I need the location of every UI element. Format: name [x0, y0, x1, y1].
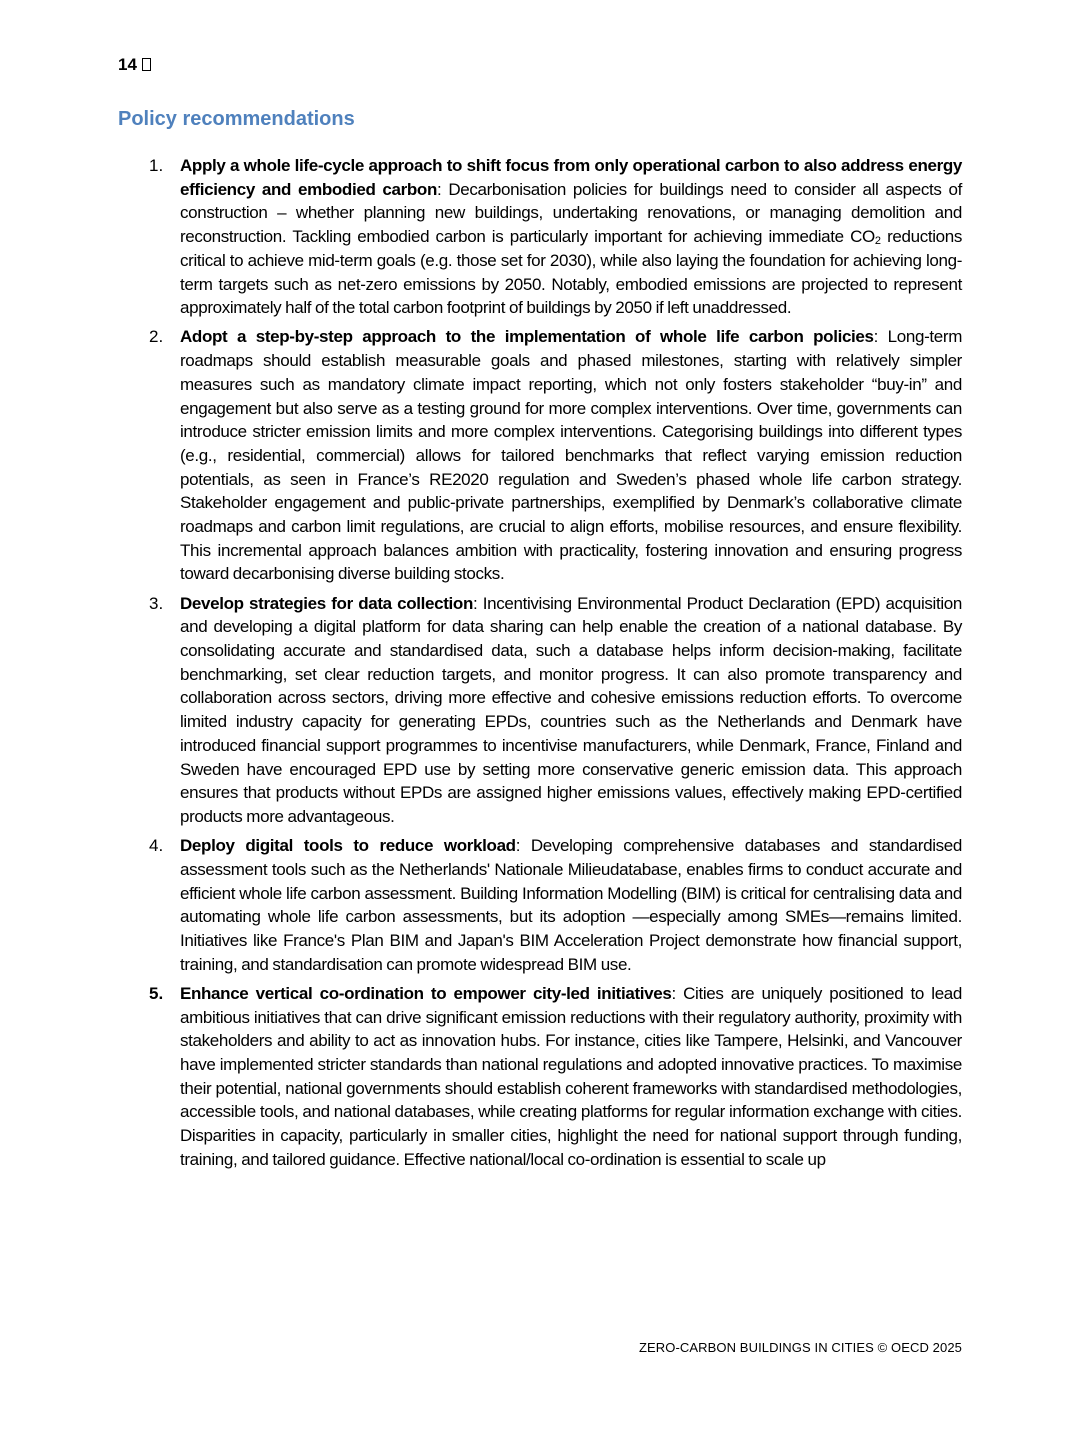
recommendation-body: Developing comprehensive databases and standardised assessment tools such as the Netherlands' Nationale Milieudatabase, enables firms to conduct accurate and efficient whole life carbon assessment. Building Information Modelling (BIM) is critical for centralising data and automating whole life carbon assessments, but its adoption —especially among SMEs—remains limited. Initiatives like France's Plan BIM and Japan's BIM Acceleration Project demonstrate how financial support, training, and standardisation can promote widespread BIM use.	[180, 836, 962, 974]
recommendations-list	[0, 154, 1080, 1177]
recommendation-text	[180, 154, 962, 320]
section-title: Policy recommendations	[118, 108, 355, 130]
recommendation-title: Enhance vertical co-ordination to empower city-led initiatives	[180, 983, 672, 1003]
page-number-value: 14	[118, 55, 137, 74]
recommendation-separator: :	[873, 327, 879, 347]
recommendation-number: 1.	[149, 156, 164, 175]
recommendation-item-5	[0, 982, 1080, 1172]
recommendation-title: Apply a whole life-cycle approach to shift focus from only operational carbon to also address energy efficiency and embodied carbon	[180, 156, 962, 199]
recommendation-number: 3.	[149, 593, 164, 613]
recommendation-title: Adopt a step-by-step approach to the implementation of whole life carbon policies	[180, 327, 874, 347]
recommendation-item-4	[0, 834, 1080, 976]
recommendation-item-3	[0, 592, 1080, 829]
recommendation-title: Deploy digital tools to reduce workload	[180, 836, 516, 856]
recommendation-separator: :	[515, 836, 521, 856]
recommendation-separator: :	[437, 179, 442, 199]
recommendation-text	[180, 325, 962, 586]
subscript-2: 2	[874, 235, 881, 248]
recommendation-body: Decarbonisation policies for buildings need to consider all aspects of construction – whether planning new buildings, undertaking renovations, or managing demolition and reconstruction. Tackling embodied carbon is particularly important for achieving immediate CO	[180, 179, 962, 247]
recommendation-text	[180, 982, 962, 1172]
recommendation-body: Cities are uniquely positioned to lead ambitious initiatives that can drive significant emission reductions with their regulatory authority, proximity with stakeholders and ability to act as innovation hubs. For instance, cities like Tampere, Helsinki, and Vancouver have implemented stricter standards than national regulations and adopted innovative practices. To maximise their potential, national governments should establish coherent frameworks with standardised methodologies, accessible tools, and national databases, while creating platforms for regular information exchange with cities. Disparities in capacity, particularly in smaller cities, highlight the need for national support through funding, training, and tailored guidance. Effective national/local co-ordination is essential to scale up	[180, 983, 963, 1169]
recommendation-number: 4.	[149, 836, 164, 856]
recommendation-number: 2.	[149, 327, 164, 347]
recommendation-item-1	[0, 154, 1080, 320]
recommendation-text	[180, 834, 962, 976]
box-icon	[142, 58, 151, 71]
recommendation-item-2	[0, 325, 1080, 586]
page-footer: ZERO-CARBON BUILDINGS IN CITIES © OECD 2025	[638, 1340, 962, 1355]
page-number	[118, 54, 151, 76]
recommendation-body-continued: reductions critical to achieve mid-term goals (e.g. those set for 2030), while also laying the foundation for achieving long-term targets such as net-zero emissions by 2050. Notably, embodied emissions are projected to represent approximately half of the total carbon footprint of buildings by 2050 if left unaddressed.	[180, 227, 962, 318]
recommendation-body: Incentivising Environmental Product Declaration (EPD) acquisition and developing a digital platform for data sharing can help enable the creation of a national database. By consolidating accurate and standardised data, such a database helps inform decision-making, facilitate benchmarking, set clear reduction targets, and monitor progress. It can also promote transparency and collaboration across sectors, driving more effective and cohesive emissions reduction efforts. To overcome limited industry capacity for generating EPDs, countries such as the Netherlands and Denmark have introduced financial support programmes to incentivise manufacturers, while Denmark, France, Finland and Sweden have encouraged EPD use by setting more conservative generic emission data. This approach ensures that products without EPDs are assigned higher emissions values, effectively making EPD-certified products more advantageous.	[180, 593, 962, 826]
recommendation-separator: :	[473, 593, 478, 613]
recommendation-title: Develop strategies for data collection	[180, 593, 473, 613]
recommendation-text	[180, 592, 962, 829]
recommendation-number: 5.	[149, 983, 164, 1003]
recommendation-body: Long-term roadmaps should establish measurable goals and phased milestones, starting with relatively simpler measures such as mandatory climate impact reporting, which not only fosters stakeholder “buy-in” and engagement but also serve as a testing ground for more complex interventions. Over time, governments can introduce stricter emission limits and more complex interventions. Categorising buildings into different types (e.g., residential, commercial) allows for tailored benchmarks that reflect varying emission reduction potentials, as seen in France’s RE2020 regulation and Sweden’s phased whole life carbon strategy. Stakeholder engagement and public-private partnerships, exemplified by Denmark’s collaborative climate roadmaps and carbon limit regulations, are crucial to align efforts, mobilise resources, and ensure flexibility. This incremental approach balances ambition with practicality, fostering innovation and ensuring progress toward decarbonising diverse building stocks.	[180, 327, 963, 584]
recommendation-separator: :	[671, 983, 676, 1003]
